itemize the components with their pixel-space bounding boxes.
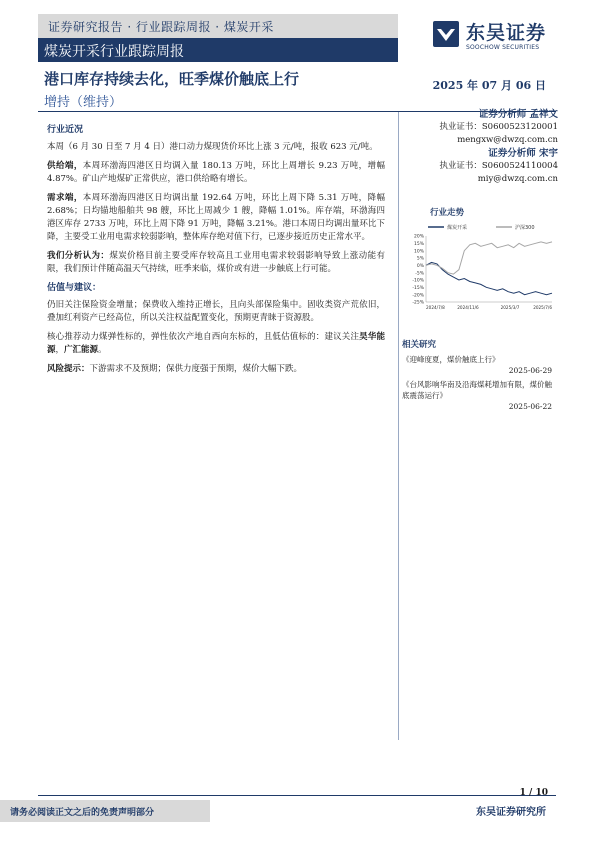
paragraph-recommendation: 核心推荐动力煤弹性标的，弹性依次产地自西向东标的，且低估值标的：建议关注昊华能源，广汇能源。 xyxy=(47,332,385,355)
company-logo xyxy=(432,18,562,58)
breadcrumb-text: 证券研究报告 · 行业跟踪周报 · 煤炭开采 xyxy=(48,20,274,34)
y-tick-label: -25% xyxy=(412,300,424,306)
report-date: 2025 年 07 月 06 日 xyxy=(432,79,546,92)
y-tick-label: -5% xyxy=(415,271,424,277)
main-content xyxy=(47,118,385,382)
analyst-2-cert: 执业证书：S0600524110004 xyxy=(439,161,558,171)
analyst-1-title: 证券分析师 孟祥文 xyxy=(478,109,558,120)
related-item-date: 2025-06-29 xyxy=(508,366,552,375)
rating-badge: 增持（维持） xyxy=(44,95,123,110)
report-type-text: 煤炭开采行业跟踪周报 xyxy=(44,44,184,60)
related-item-title[interactable]: 《台风影响华南及沿海煤耗增加有限，煤价触底震荡运行》 xyxy=(402,380,552,400)
paragraph-supply: 供给端，本周环渤海四港区日均调入量 180.13 万吨，环比上周增长 9.23 万吨，增幅 4.87%。矿山产地煤矿正常供应，港口供给略有增长。 xyxy=(47,161,385,184)
column-divider xyxy=(398,112,399,740)
page-title: 港口库存持续去化，旺季煤价触底上行 xyxy=(44,70,300,88)
y-tick-label: 20% xyxy=(413,234,424,240)
y-tick-label: 5% xyxy=(416,256,424,262)
industry-trend-chart xyxy=(404,222,556,314)
paragraph-analysis: 我们分析认为：煤炭价格目前主要受库存较高且工业用电需求较弱影响导致上涨动能有限，我们预计伴随高温天气持续，旺季来临，煤价或有进一步触底上行可能。 xyxy=(47,251,385,274)
y-tick-label: -20% xyxy=(412,293,424,299)
report-type-bar xyxy=(38,38,398,62)
series-line xyxy=(426,242,552,274)
page-number: 1 / 10 xyxy=(519,788,548,798)
analyst-2-email[interactable]: miy@dwzq.com.cn xyxy=(477,174,558,184)
trend-chart-svg xyxy=(404,222,556,314)
disclaimer-bar xyxy=(0,800,210,822)
related-heading: 相关研究 xyxy=(402,340,437,350)
logo-text-cn: 东吴证券 xyxy=(466,22,547,44)
x-tick-label: 2024/11/6 xyxy=(457,305,479,310)
paragraph-demand: 需求端，本周环渤海四港区日均调出量 192.64 万吨，环比上周下降 5.31 万吨，降幅 2.68%；日均锚地船舶共 98 艘，环比上周减少 1 艘，降幅 1.01%。库存端，环渤海四港区库存 2733 万吨，环比上周下降 91 万吨，降幅 3.21%。港口本周日均调出量环比下降，主要受工业用电需求较弱影响，整体库存绝对值下行，已逐步接近历史正常水平。 xyxy=(47,193,385,242)
disclaimer-text: 请务必阅读正文之后的免责声明部分 xyxy=(10,808,155,818)
y-tick-label: -15% xyxy=(412,285,424,291)
x-tick-label: 2025/7/6 xyxy=(533,305,552,310)
x-tick-label: 2024/7/8 xyxy=(426,305,445,310)
trend-heading: 行业走势 xyxy=(430,208,465,218)
x-tick-label: 2025/3/7 xyxy=(500,305,520,310)
related-item-date: 2025-06-22 xyxy=(508,402,552,411)
legend-label: 煤炭开采 xyxy=(447,225,468,231)
logo-text-en: SOOCHOW SECURITIES xyxy=(466,44,540,51)
analyst-1-email[interactable]: mengxw@dwzq.com.cn xyxy=(457,135,558,145)
paragraph-price: 本周（6 月 30 日至 7 月 4 日）港口动力煤现货价环比上涨 3 元/吨，报收 623 元/吨。 xyxy=(47,142,378,152)
y-tick-label: -10% xyxy=(412,278,424,284)
section-heading-recent: 行业近况 xyxy=(47,125,84,135)
footer-divider xyxy=(38,795,556,796)
related-item[interactable] xyxy=(402,379,552,412)
y-tick-label: 0% xyxy=(416,263,424,269)
related-item[interactable] xyxy=(402,354,552,376)
paragraph-risk: 风险提示：下游需求不及预期；保供力度强于预期，煤价大幅下跌。 xyxy=(47,364,303,374)
related-research xyxy=(402,340,552,415)
analyst-2-title: 证券分析师 宋宇 xyxy=(488,148,558,159)
y-tick-label: 10% xyxy=(413,249,424,255)
paragraph-valuation: 仍旧关注保险资金增量；保费收入维持正增长，且向头部保险集中。固收类资产荒依旧，叠加红利资产已经高位，所以关注权益配置变化，预期更青睐于资源股。 xyxy=(47,300,385,323)
analyst-1-cert: 执业证书：S0600523120001 xyxy=(439,122,558,132)
y-tick-label: 15% xyxy=(413,241,424,247)
related-item-title[interactable]: 《迎峰度夏，煤价触底上行》 xyxy=(402,355,500,364)
series-line xyxy=(426,262,552,294)
logo-mark-icon xyxy=(432,20,460,48)
section-heading-valuation: 估值与建议： xyxy=(47,283,102,293)
legend-label: 沪深300 xyxy=(515,225,535,231)
breadcrumb xyxy=(38,14,398,38)
footer-org: 东吴证券研究所 xyxy=(476,807,546,818)
analyst-block xyxy=(408,108,558,186)
